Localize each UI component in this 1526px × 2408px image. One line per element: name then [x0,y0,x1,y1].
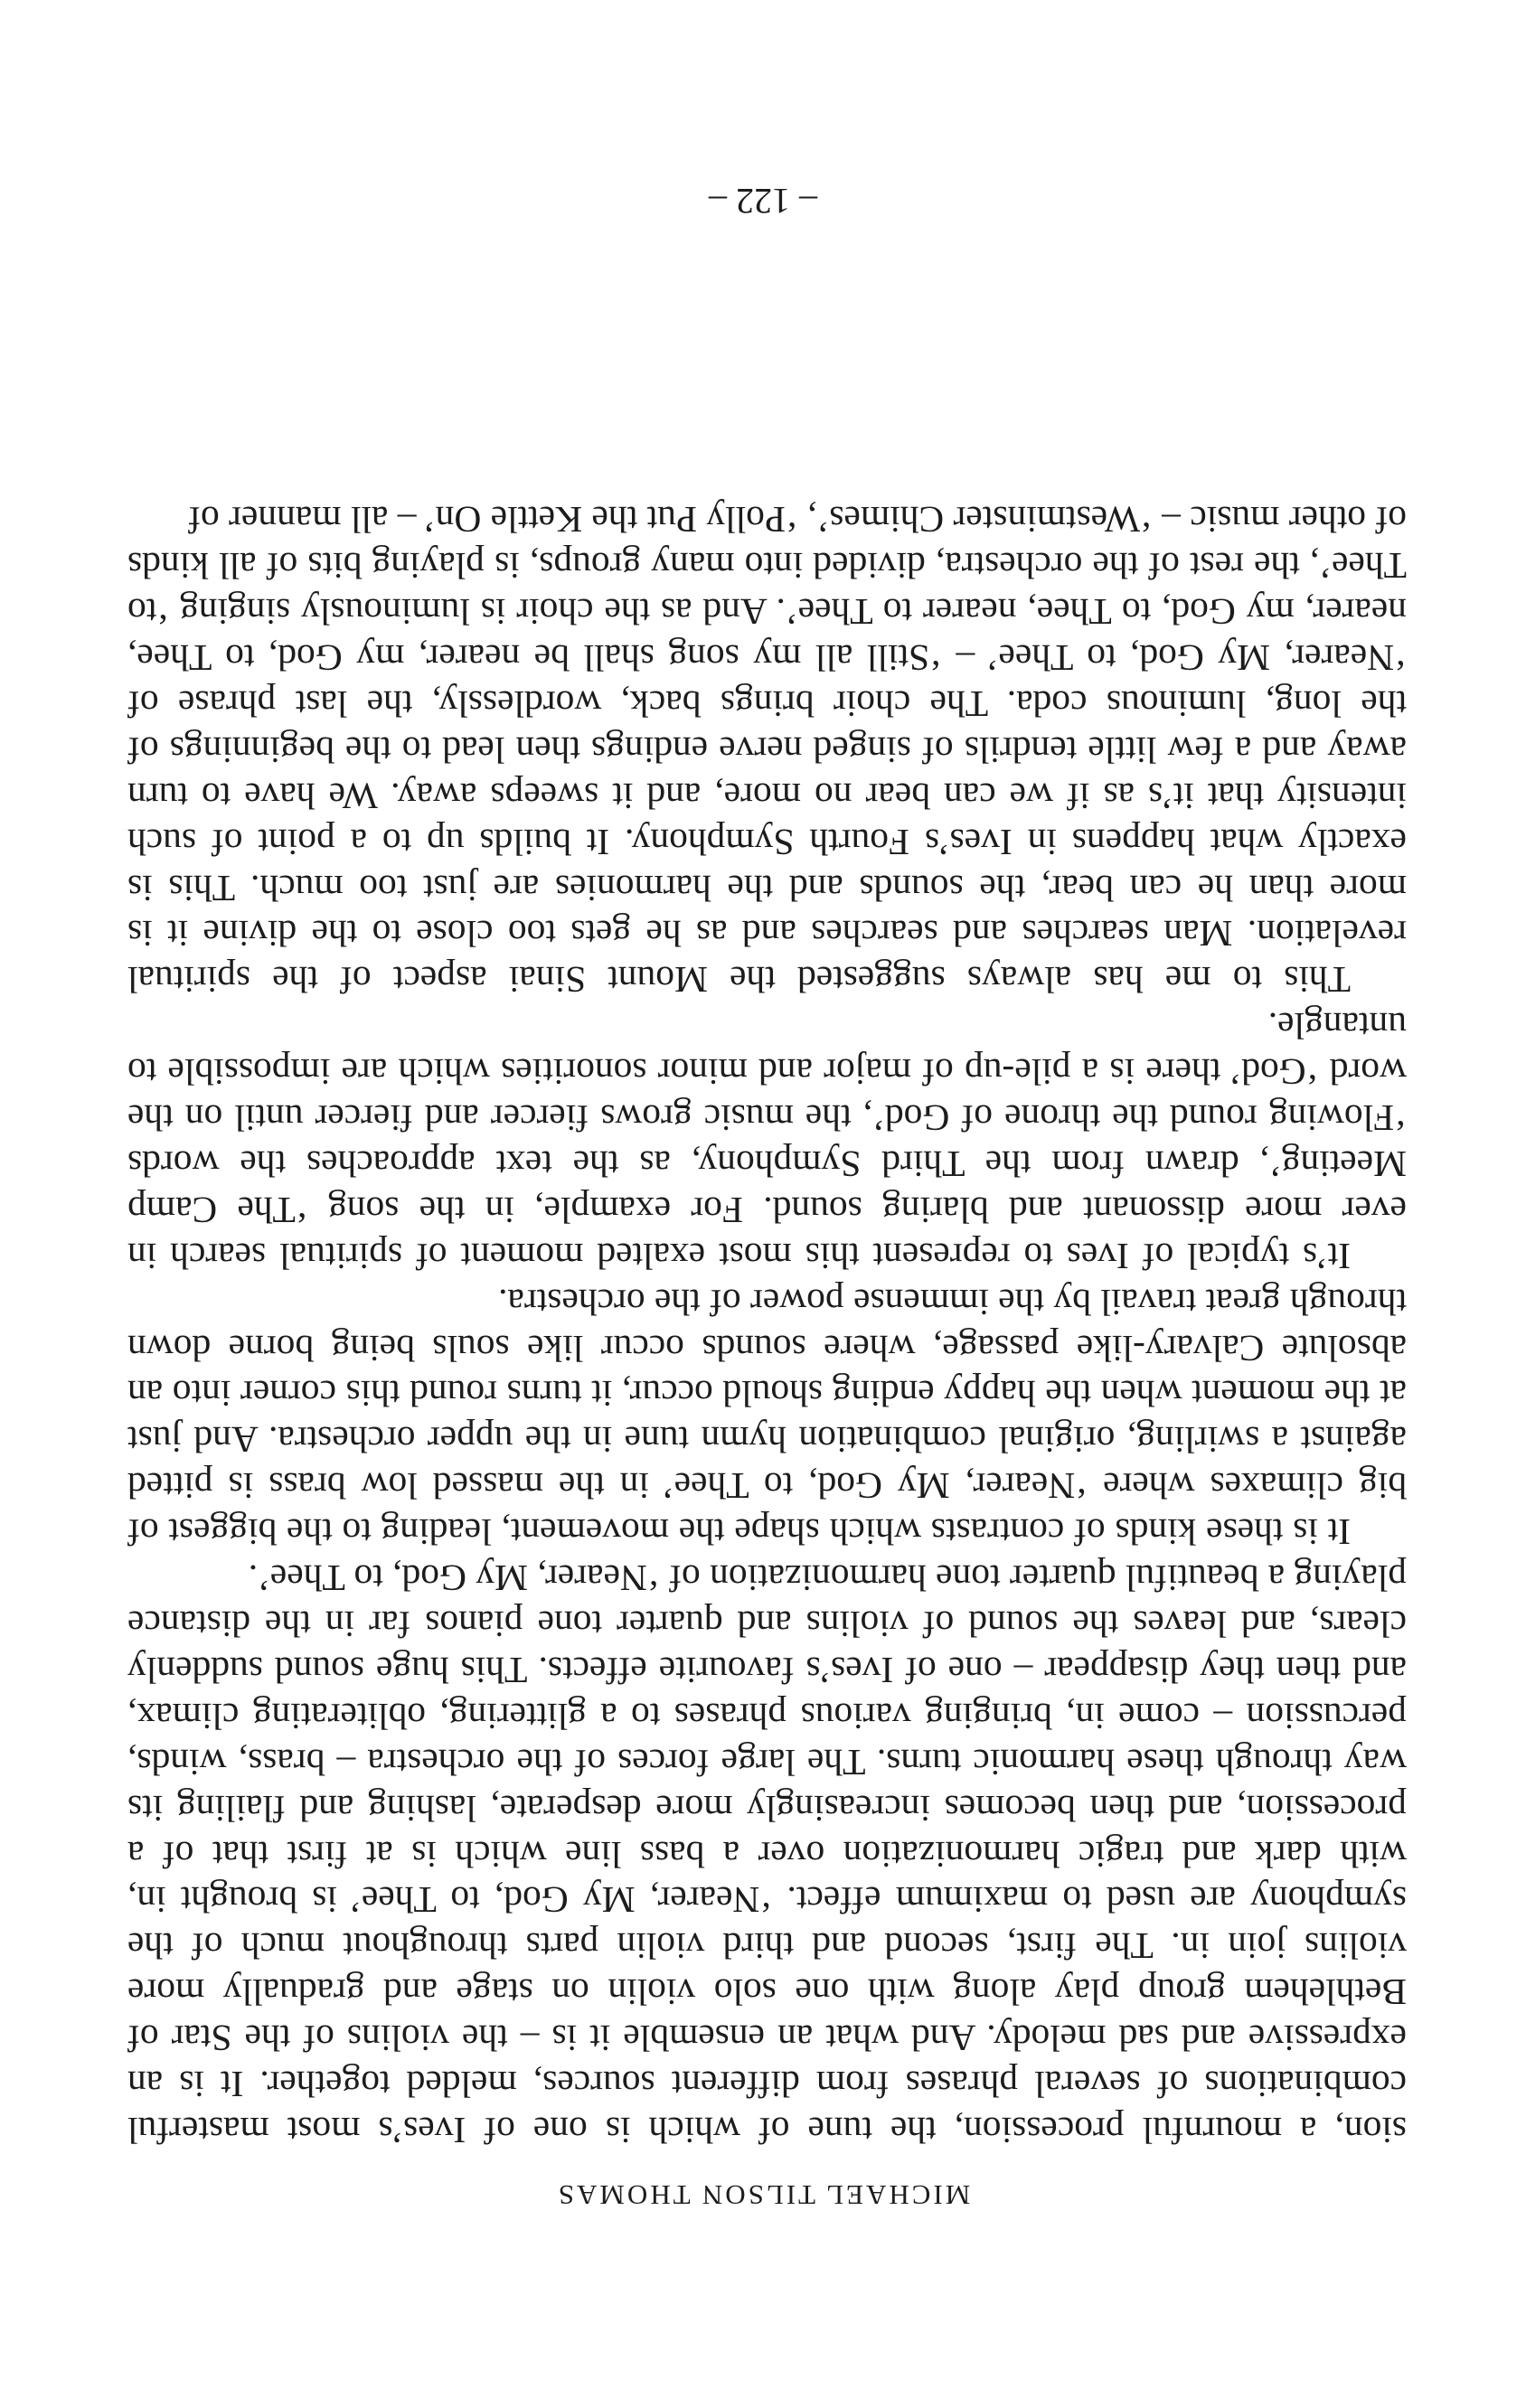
paragraph: It’s typical of Ives to represent this most exalted moment of spiritual search in ever more dissonant and blaring sound. For example, in the song ‘The Camp Meeting’, drawn from the Third Symphony, as the text approaches the words ‘Flowing round the throne of God’, the music grows fiercer and fiercer until on the word ‘God’ there is a pile-up of major and minor sonorities which are impossible to untangle. [127,1005,1407,1277]
page-number: – 122 – [709,181,817,221]
paragraph: This to me has always suggested the Mount Sinai aspect of the spiritual revelation. Man searches and searches and as he gets too close to the divine it is more than he can bear, the sounds and the harmonies are just too much. This is exactly what happens in Ives’s Fourth Symphony. It builds up to a point of such intensity that it’s as if we can bear no more, and it sweeps away. We have to turn away and a few little tendrils of singed nerve endings then lead to the beginnings of the long, luminous coda. The choir brings back, wordlessly, the last phrase of ‘Nearer, My God, to Thee’ – ‘Still all my song shall be nearer, my God, to Thee, nearer, my God, to Thee, nearer to Thee’. And as the choir is luminously singing ‘to Thee’, the rest of the orchestra, divided into many groups, is playing bits of all kinds of other music – ‘Westminster Chimes’, ‘Polly Put the Kettle On’ – all manner of [127,499,1407,1002]
body-text [127,496,1407,2153]
paragraph: sion, a mournful procession, the tune of which is one of Ives’s most masterful combinations of several phrases from different sources, melded together. It is an expressive and sad melody. And what an ensemble it is – the violins of the Star of Bethlehem group play along with one solo violin on stage and gradually more violins join in. The first, second and third violin parts throughout much of the symphony are used to maximum effect. ‘Nearer, My God, to Thee’ is brought in, with dark and tragic harmonization over a bass line which is at first that of a procession, and then becomes increasingly more desperate, lashing and flailing its way through these harmonic turns. The large forces of the orchestra – brass, winds, percussion – come in, bringing various phrases to a glittering, obliterating climax, and then they disappear – one of Ives’s favourite effects. This huge sound suddenly clears, and leaves the sound of violins and quarter tone pianos far in the distance playing a beautiful quarter tone harmonization of ‘Nearer, My God, to Thee’. [127,1557,1407,2151]
paragraph: It is these kinds of contrasts which shape the movement, leading to the biggest of big climaxes where ‘Nearer, My God, to Thee’ in the massed low brass is pitted against a swirling, original combination hymn tune in the upper orchestra. And just at the moment when the happy ending should occur, it turns round this corner into an absolute Calvary-like passage, where sounds occur like souls being borne down through great travail by the immense power of the orchestra. [127,1281,1407,1554]
running-head: MICHAEL TILSON THOMAS [555,2179,971,2211]
